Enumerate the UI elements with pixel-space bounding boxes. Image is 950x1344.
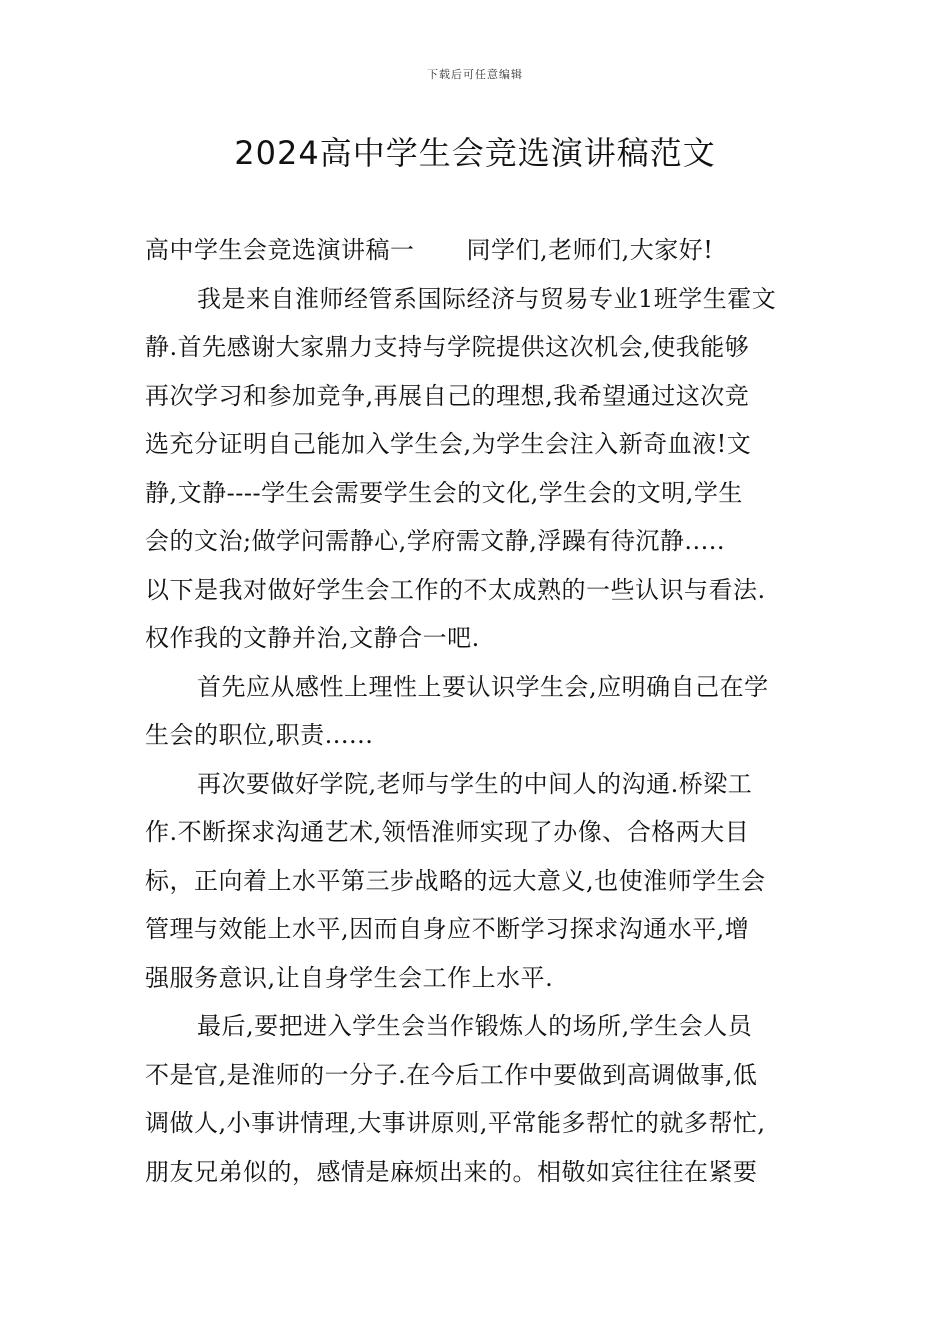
text-line: 朋友兄弟似的，感情是麻烦出来的。相敬如宾往往在紧要 <box>145 1157 758 1186</box>
text-line: 标，正向着上水平第三步战略的远大意义,也使淮师学生会 <box>145 866 766 895</box>
text-line: 最后,要把进入学生会当作锻炼人的场所,学生会人员 <box>197 1012 753 1040</box>
header-note: 下载后可任意编辑 <box>427 68 523 81</box>
text-line: 再次学习和参加竞争,再展自己的理想,我希望通过这次竞 <box>145 381 750 410</box>
text-line: 管理与效能上水平,因而自身应不断学习探求沟通水平,增 <box>145 915 750 943</box>
text-line: 作.不断探求沟通艺术,领悟淮师实现了办像、合格两大目 <box>145 818 750 846</box>
document-body <box>145 226 813 1196</box>
document-title: 2024高中学生会竞选演讲稿范文 <box>234 134 716 172</box>
greeting: 同学们,老师们,大家好! <box>466 236 714 264</box>
speech-heading: 高中学生会竞选演讲稿一 <box>145 236 415 264</box>
paragraph-3 <box>145 760 813 1003</box>
opening-line <box>145 226 813 275</box>
text-line: 再次要做好学院,老师与学生的中间人的沟通.桥梁工 <box>197 769 753 798</box>
text-line: 不是官,是淮师的一分子.在今后工作中要做到高调做事,低 <box>145 1060 758 1089</box>
text-line: 强服务意识,让自身学生会工作上水平. <box>145 963 554 992</box>
text-line: 以下是我对做好学生会工作的不太成熟的一些认识与看法. <box>145 575 766 604</box>
text-line: 选充分证明自己能加入学生会,为学生会注入新奇血液!文 <box>145 430 752 458</box>
text-line: 我是来自淮师经管系国际经济与贸易专业1班学生霍文 <box>197 284 777 313</box>
text-line: 调做人,小事讲情理,大事讲原则,平常能多帮忙的就多帮忙, <box>145 1109 766 1137</box>
paragraph-2 <box>145 663 813 760</box>
text-line: 会的文治;做学问需静心,学府需文静,浮躁有待沉静..... <box>145 527 725 555</box>
text-line: 生会的职位,职责...... <box>145 721 374 749</box>
paragraph-1 <box>145 275 813 663</box>
paragraph-4 <box>145 1002 813 1196</box>
text-line: 首先应从感性上理性上要认识学生会,应明确自己在学 <box>197 672 769 701</box>
text-line: 静.首先感谢大家鼎力支持与学院提供这次机会,使我能够 <box>145 333 750 361</box>
text-line: 权作我的文静并治,文静合一吧. <box>145 624 480 652</box>
text-line: 静,文静----学生会需要学生会的文化,学生会的文明,学生 <box>145 478 743 507</box>
